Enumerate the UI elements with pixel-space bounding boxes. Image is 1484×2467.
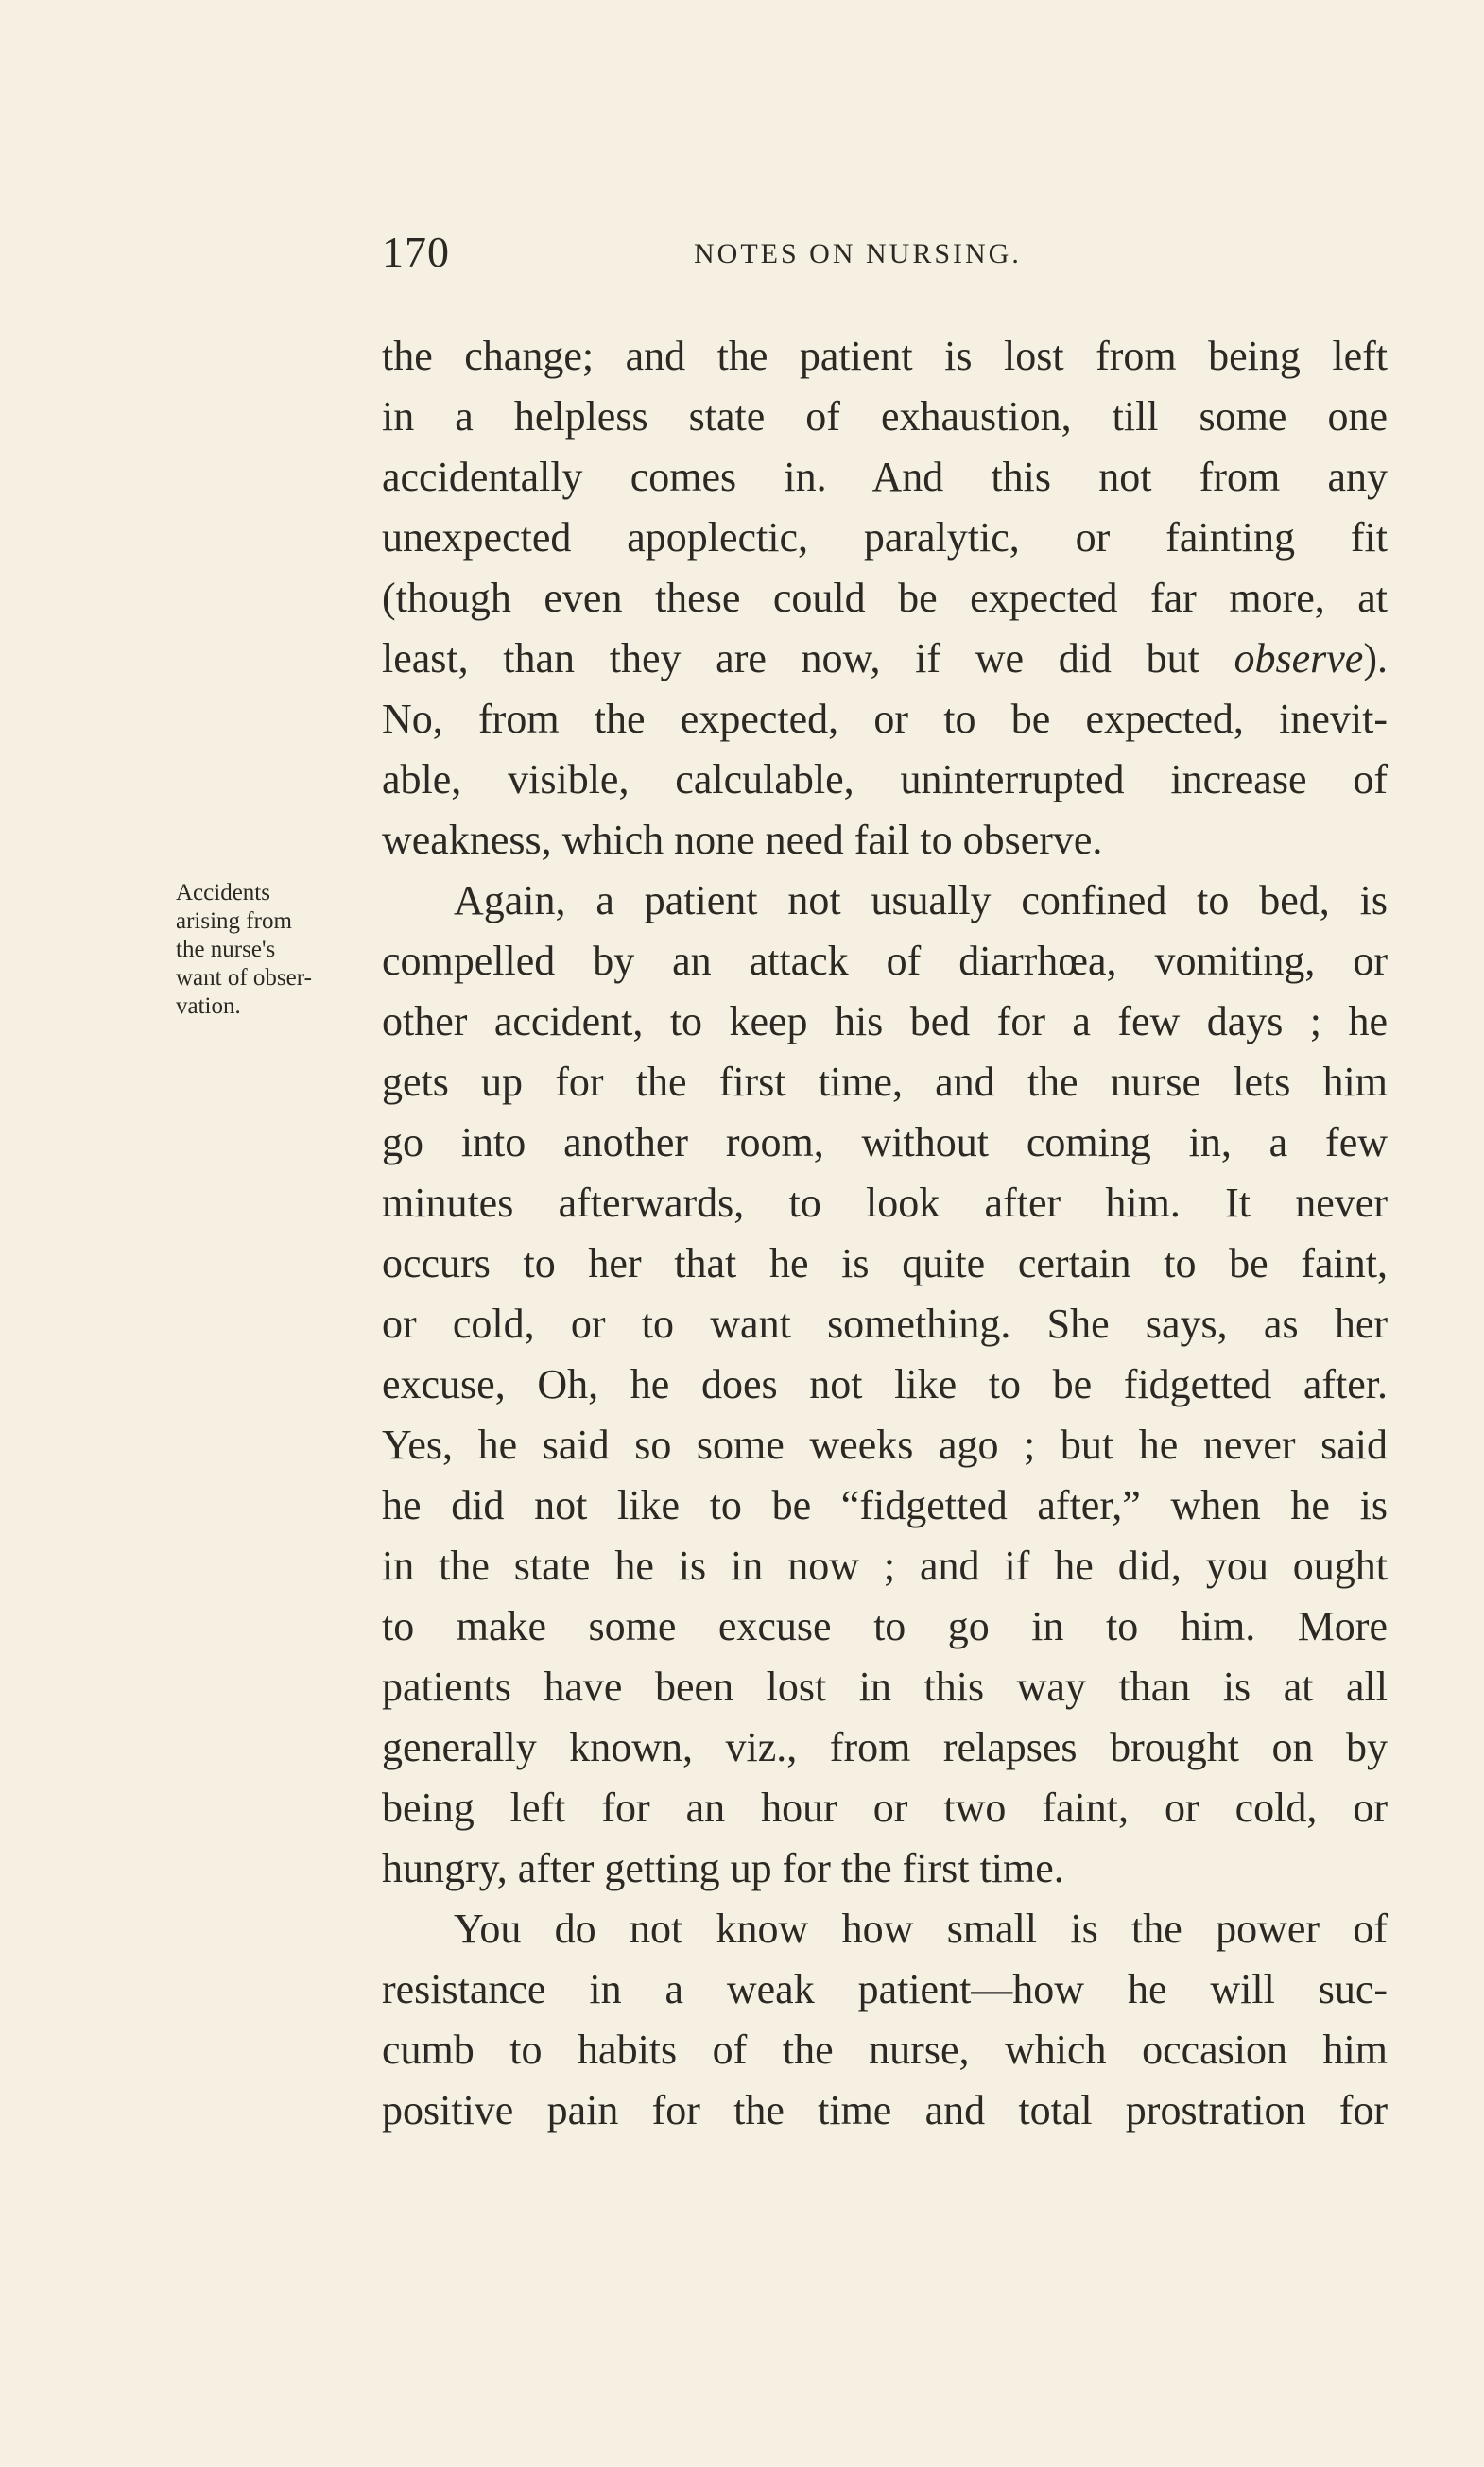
text-line: occurs to her that he is quite certain to be faint, bbox=[382, 1240, 1388, 1286]
margin-note-line: vation. bbox=[176, 993, 241, 1019]
text-line: in the state he is in now ; and if he did, you ought bbox=[382, 1543, 1388, 1589]
margin-note-line: arising from bbox=[176, 908, 292, 934]
text-line: excuse, Oh, he does not like to be fidgetted after. bbox=[382, 1361, 1388, 1407]
text-line: minutes afterwards, to look after him. It never bbox=[382, 1180, 1388, 1226]
italic-word: observe bbox=[1234, 635, 1364, 681]
page-number: 170 bbox=[382, 228, 450, 276]
text-line: being left for an hour or two faint, or cold, or bbox=[382, 1785, 1388, 1831]
text-line: hungry, after getting up for the first time. bbox=[382, 1845, 1064, 1891]
text-line: gets up for the first time, and the nurse lets him bbox=[382, 1059, 1388, 1105]
paragraph-start-line: Again, a patient not usually confined to bed, is bbox=[454, 877, 1388, 923]
text-line: the change; and the patient is lost from being left bbox=[382, 333, 1388, 379]
margin-note-line: want of obser- bbox=[176, 965, 312, 991]
paragraph-start-line: You do not know how small is the power of bbox=[454, 1906, 1388, 1952]
text-line: able, visible, calculable, uninterrupted increase of bbox=[382, 756, 1388, 802]
text-line: other accident, to keep his bed for a few days ; he bbox=[382, 998, 1388, 1044]
running-title: NOTES ON NURSING. bbox=[694, 238, 1022, 269]
text-line: No, from the expected, or to be expected, inevit- bbox=[382, 696, 1388, 742]
running-head bbox=[382, 227, 1388, 293]
text-line-with-italic bbox=[382, 629, 1388, 689]
text-line: (though even these could be expected far more, at bbox=[382, 575, 1388, 621]
text-line: compelled by an attack of diarrhœa, vomiting, or bbox=[382, 938, 1388, 984]
text-line: cumb to habits of the nurse, which occasion him bbox=[382, 2027, 1388, 2073]
text-line-end: ). bbox=[1363, 635, 1388, 681]
text-line: in a helpless state of exhaustion, till some one bbox=[382, 393, 1388, 440]
text-line: generally known, viz., from relapses brought on by bbox=[382, 1724, 1388, 1770]
body-text bbox=[382, 326, 1388, 2141]
text-line: accidentally comes in. And this not from any bbox=[382, 454, 1388, 500]
margin-note-line: Accidents bbox=[176, 880, 270, 906]
text-line-start: least, than they are now, if we did but bbox=[382, 635, 1234, 681]
text-line: unexpected apoplectic, paralytic, or fainting fit bbox=[382, 514, 1388, 561]
text-line: Yes, he said so some weeks ago ; but he never said bbox=[382, 1422, 1388, 1468]
margin-note-line: the nurse's bbox=[176, 937, 276, 962]
text-line: positive pain for the time and total prostration for bbox=[382, 2087, 1388, 2133]
text-line: resistance in a weak patient—how he will suc- bbox=[382, 1966, 1388, 2012]
text-line: patients have been lost in this way than is at all bbox=[382, 1664, 1388, 1710]
text-line: or cold, or to want something. She says, as her bbox=[382, 1301, 1388, 1347]
text-line: he did not like to be “fidgetted after,” when he is bbox=[382, 1482, 1388, 1528]
text-line: weakness, which none need fail to observe. bbox=[382, 817, 1103, 863]
text-line: go into another room, without coming in, a few bbox=[382, 1119, 1388, 1165]
text-line: to make some excuse to go in to him. More bbox=[382, 1603, 1388, 1649]
margin-note bbox=[176, 879, 374, 1021]
